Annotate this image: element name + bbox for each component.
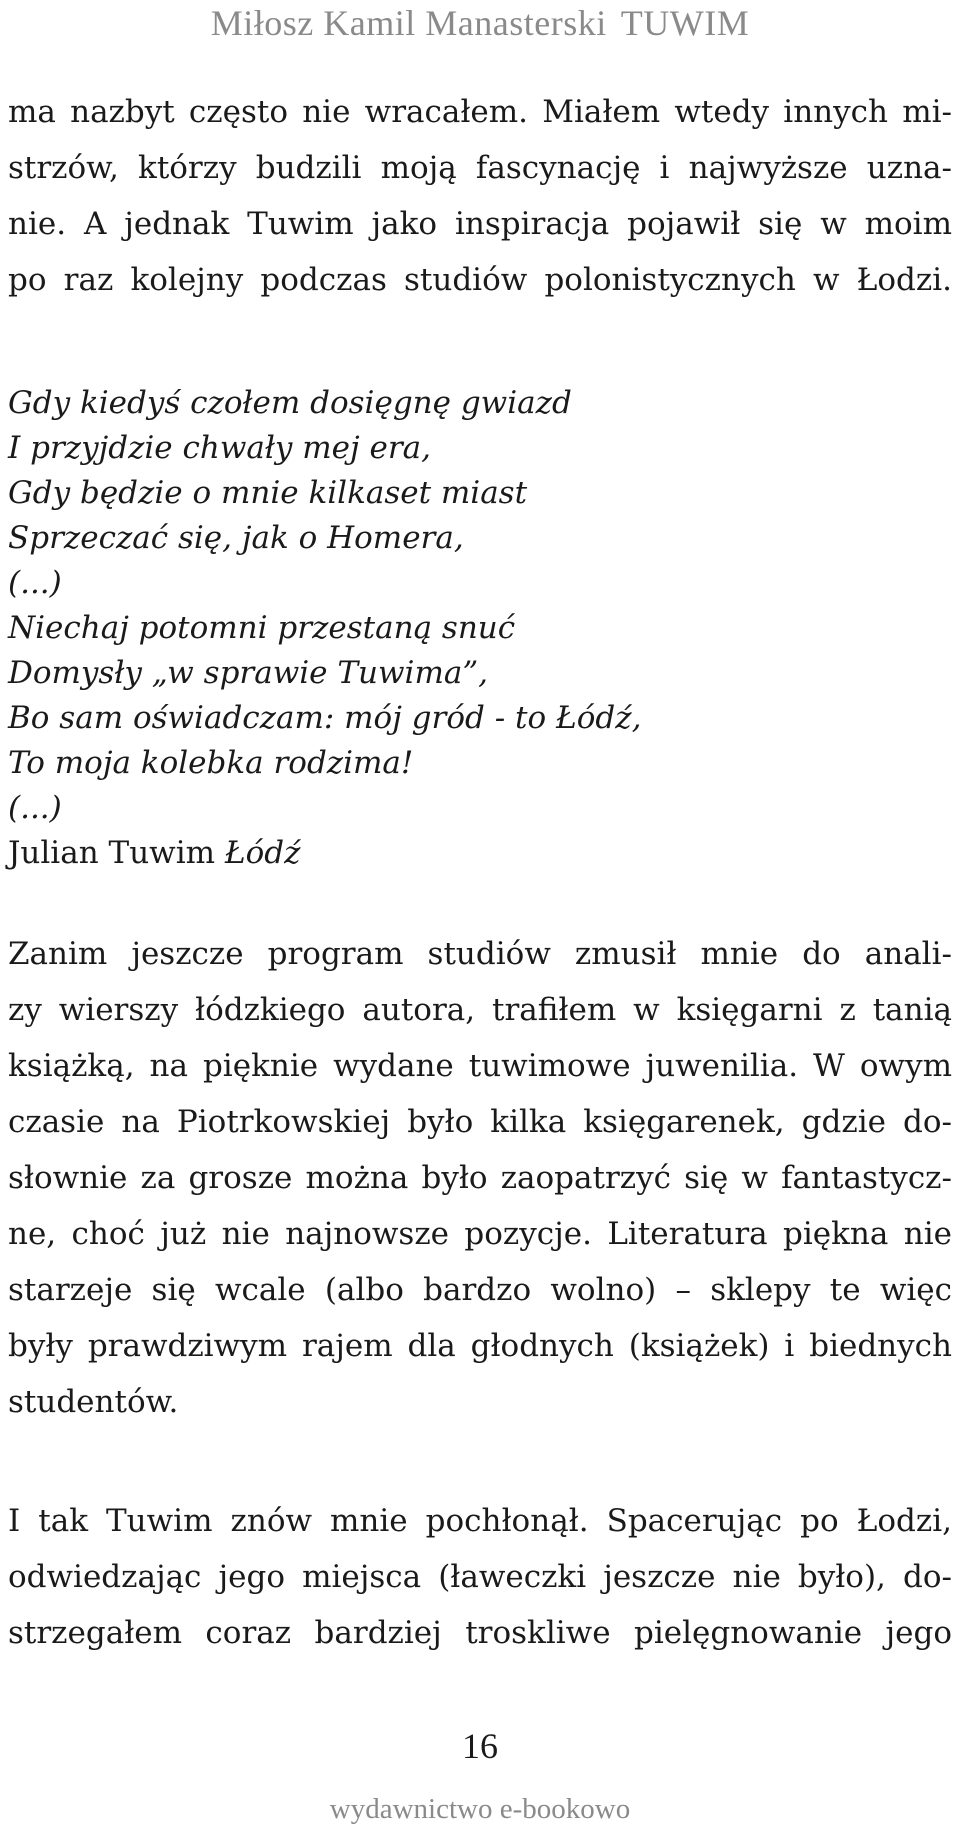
- text-line: I tak Tuwim znów mnie pochłonął. Spacerując po Łodzi,: [8, 1503, 952, 1539]
- header-title: TUWIM: [620, 3, 750, 43]
- poem-line: Bo sam oświadczam: mój gród - to Łódź,: [8, 700, 642, 736]
- poem-line: (...): [8, 790, 62, 826]
- poem-line: Gdy będzie o mnie kilkaset miast: [8, 475, 528, 511]
- poem-line: Niechaj potomni przestaną snuć: [8, 610, 516, 646]
- text-line: były prawdziwym rajem dla głodnych (książek) i biednych: [8, 1328, 952, 1364]
- text-line: studentów.: [8, 1384, 179, 1420]
- running-header: [0, 2, 960, 44]
- paragraph-3: [8, 1493, 952, 1661]
- poem-line: (...): [8, 565, 62, 601]
- attribution-work: Łódź: [224, 835, 301, 871]
- text-line: po raz kolejny podczas studiów polonistycznych w Łodzi.: [8, 262, 952, 298]
- poem-line: Domysły „w sprawie Tuwima”,: [8, 655, 489, 691]
- text-line: nie. A jednak Tuwim jako inspiracja pojawił się w moim: [8, 206, 952, 242]
- text-line: odwiedzając jego miejsca (ławeczki jeszcze nie było), do-: [8, 1559, 952, 1595]
- text-line: ne, choć już nie najnowsze pozycje. Literatura piękna nie: [8, 1216, 952, 1252]
- text-line: ma nazbyt często nie wracałem. Miałem wtedy innych mi-: [8, 94, 952, 130]
- header-author: Miłosz Kamil Manasterski: [210, 3, 607, 43]
- poem-line: Gdy kiedyś czołem dosięgnę gwiazd: [8, 385, 572, 421]
- poem-attribution: [8, 831, 641, 876]
- text-line: strzegałem coraz bardziej troskliwe pielęgnowanie jego: [8, 1615, 952, 1651]
- publisher-footer: wydawnictwo e-bookowo: [329, 1793, 631, 1825]
- text-line: starzeje się wcale (albo bardzo wolno) – sklepy te więc: [8, 1272, 952, 1308]
- poem-line: Sprzeczać się, jak o Homera,: [8, 520, 464, 556]
- poem-quote: [8, 381, 641, 876]
- text-line: słownie za grosze można było zaopatrzyć się w fantastycz-: [8, 1160, 952, 1196]
- poem-line: I przyjdzie chwały mej era,: [8, 430, 431, 466]
- paragraph-1: [8, 84, 952, 308]
- page-number: 16: [462, 1726, 498, 1766]
- attribution-author: Julian Tuwim: [8, 835, 216, 871]
- text-line: książką, na pięknie wydane tuwimowe juwenilia. W owym: [8, 1048, 952, 1084]
- text-line: Zanim jeszcze program studiów zmusił mnie do anali-: [8, 936, 952, 972]
- text-line: czasie na Piotrkowskiej było kilka księgarenek, gdzie do-: [8, 1104, 952, 1140]
- paragraph-2: [8, 926, 952, 1430]
- poem-line: To moja kolebka rodzima!: [8, 745, 414, 781]
- text-line: zy wierszy łódzkiego autora, trafiłem w księgarni z tanią: [8, 992, 952, 1028]
- text-line: strzów, którzy budzili moją fascynację i najwyższe uzna-: [8, 150, 952, 186]
